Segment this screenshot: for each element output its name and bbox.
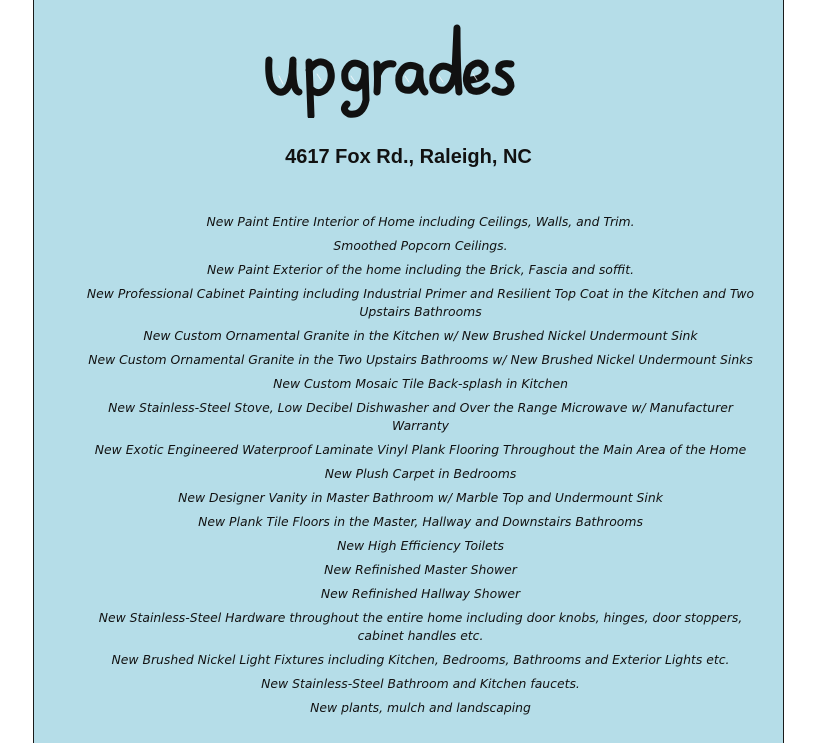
list-item: New Plush Carpet in Bedrooms [324, 466, 517, 481]
list-item: Smoothed Popcorn Ceilings. [333, 238, 508, 253]
list-item: New Custom Ornamental Granite in the Kitchen w/ New Brushed Nickel Undermount Sink [143, 328, 698, 343]
list-item: New Paint Exterior of the home including the Brick, Fascia and soffit. [206, 262, 635, 277]
list-item: New Designer Vanity in Master Bathroom w/ Marble Top and Undermount Sink [178, 490, 663, 505]
list-item: New Paint Entire Interior of Home including Ceilings, Walls, and Trim. [206, 214, 635, 229]
property-address: 4617 Fox Rd., Raleigh, NC [285, 146, 532, 168]
list-item: New Brushed Nickel Light Fixtures including Kitchen, Bedrooms, Bathrooms and Exterior Lights etc. [111, 652, 730, 667]
list-item: New High Efficiency Toilets [337, 538, 504, 553]
list-item: New plants, mulch and landscaping [310, 700, 531, 715]
list-item: New Custom Ornamental Granite in the Two Upstairs Bathrooms w/ New Brushed Nickel Undermount Sinks [88, 352, 753, 367]
list-item: New Plank Tile Floors in the Master, Hallway and Downstairs Bathrooms [198, 514, 643, 529]
list-item: New Exotic Engineered Waterproof Laminate Vinyl Plank Flooring Throughout the Main Area of the Home [94, 442, 747, 457]
list-item: New Refinished Hallway Shower [320, 586, 521, 601]
list-item: New Custom Mosaic Tile Back-splash in Kitchen [273, 376, 568, 391]
list-item: New Stainless-Steel Stove, Low Decibel Dishwasher and Over the Range Microwave w/ Manufacturer Warranty [108, 400, 733, 433]
document-page [33, 0, 784, 743]
handwritten-title-logo [259, 18, 559, 118]
list-item: New Refinished Master Shower [324, 562, 517, 577]
list-item: New Stainless-Steel Hardware throughout the entire home including door knobs, hinges, door stoppers, cabinet handles etc. [98, 610, 743, 643]
list-item: New Stainless-Steel Bathroom and Kitchen faucets. [261, 676, 580, 691]
list-item: New Professional Cabinet Painting including Industrial Primer and Resilient Top Coat in the Kitchen and Two Upstairs Bathrooms [86, 286, 755, 319]
upgrades-list [84, 213, 757, 723]
title-banner [34, 18, 783, 118]
